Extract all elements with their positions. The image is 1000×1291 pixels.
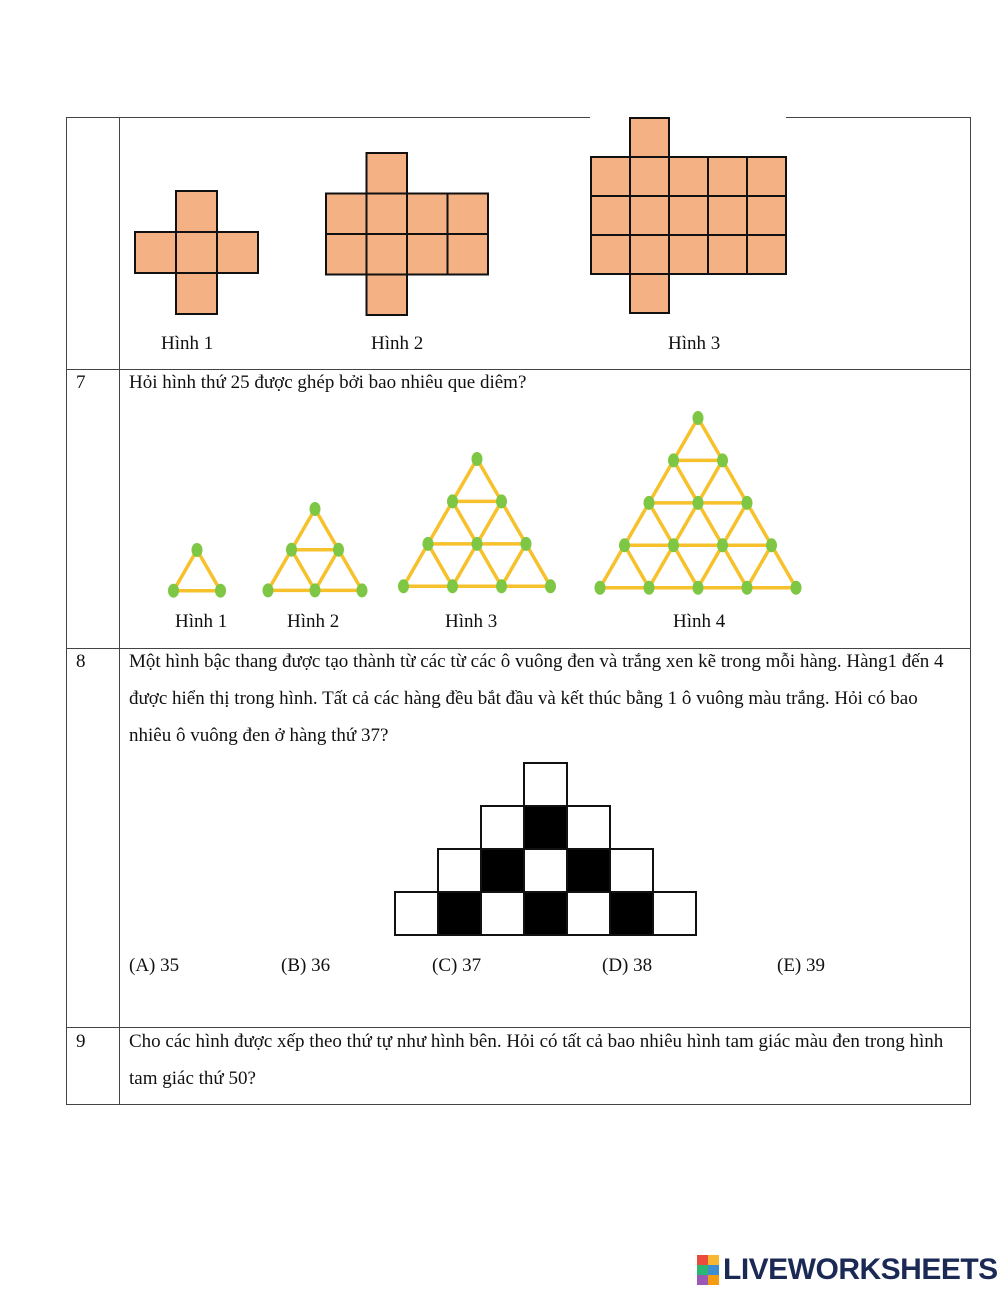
match-head-fig4 [717,453,728,467]
stair-square-row3 [567,849,610,892]
matchstick-fig3 [453,501,478,543]
match-head-fig3 [447,579,458,593]
match-head-fig4 [791,581,802,595]
row7-caption-1: Hình 1 [175,611,228,632]
matchstick-fig1 [197,550,221,591]
tile-hinh2-4 [448,194,489,235]
matchstick-fig3 [453,544,478,586]
match-head-fig3 [447,494,458,508]
match-head-fig4 [693,581,704,595]
match-head-fig3 [472,452,483,466]
matchstick-fig4 [698,460,723,502]
row8-option-c: (C) 37 [432,955,482,976]
matchstick-fig4 [649,545,674,587]
liveworksheets-logo [697,1252,998,1288]
liveworksheets-logo-icon [697,1255,719,1285]
matchstick-fig4 [649,503,674,545]
stair-square-row3 [438,849,481,892]
row7-question: Hỏi hình thứ 25 được ghép bởi bao nhiêu que diêm? [129,372,527,393]
match-head-fig3 [496,579,507,593]
matchstick-fig4 [600,545,625,587]
tile-hinh2-9 [367,275,408,316]
row8-question: Một hình bậc thang được tạo thành từ các từ các ô vuông đen và trắng xen kẽ trong mỗi hàng. Hàng1 đến 4 được hiển thị trong hình. Tất cả các hàng đều bắt đầu và kết thúc bằng 1 ô vuông màu trắng. Hỏi có bao nhiêu ô vuông đen ở hàng thứ 37? [129,651,944,746]
matchstick-fig4 [625,545,650,587]
match-head-fig4 [742,581,753,595]
matchstick-fig4 [698,418,723,460]
match-head-fig2 [310,583,321,597]
match-head-fig4 [693,411,704,425]
matchstick-fig2 [292,509,316,550]
stair-square-row4 [610,892,653,935]
tile-hinh1-0 [176,191,217,232]
match-head-fig2 [333,543,344,557]
matchstick-fig4 [698,503,723,545]
matchstick-fig2 [268,550,292,591]
stair-square-row3 [610,849,653,892]
tile-hinh3-10 [747,196,786,235]
matchstick-fig3 [502,544,527,586]
row9-question: Cho các hình được xếp theo thứ tự như hình bên. Hỏi có tất cả bao nhiêu hình tam giác màu đen trong hình tam giác thứ 50? [129,1031,944,1089]
matchstick-fig3 [477,459,502,501]
matchstick-fig4 [723,503,748,545]
match-head-fig3 [521,537,532,551]
row8-number: 8 [76,651,86,672]
tile-hinh2-0 [367,153,408,194]
match-head-fig4 [644,496,655,510]
match-head-fig4 [644,581,655,595]
stair-square-row4 [395,892,438,935]
match-head-fig4 [742,496,753,510]
matchstick-fig2 [315,509,339,550]
tile-hinh3-7 [630,196,669,235]
matchstick-fig4 [674,460,699,502]
row6-caption-1: Hình 1 [161,333,214,354]
matchstick-fig4 [772,545,797,587]
matchstick-fig2 [339,550,363,591]
row8-option-a: (A) 35 [129,955,180,976]
tile-hinh3-8 [669,196,708,235]
stair-square-row4 [524,892,567,935]
match-head-fig3 [545,579,556,593]
matchstick-fig1 [174,550,198,591]
matchstick-fig4 [747,545,772,587]
match-head-fig3 [423,537,434,551]
stair-square-row4 [653,892,696,935]
tile-hinh3-13 [669,235,708,274]
stair-square-row2 [524,806,567,849]
matchstick-fig4 [723,460,748,502]
match-head-fig4 [668,453,679,467]
stair-square-row2 [481,806,524,849]
tile-hinh1-3 [217,232,258,273]
tile-hinh3-2 [630,157,669,196]
row8-option-b: (B) 36 [281,955,331,976]
match-head-fig1 [168,584,179,598]
tile-hinh2-8 [448,234,489,275]
matchstick-fig4 [674,418,699,460]
match-head-fig4 [595,581,606,595]
tile-hinh2-1 [326,194,367,235]
row9-number: 9 [76,1031,86,1052]
tile-hinh1-2 [176,232,217,273]
matchstick-fig2 [315,550,339,591]
tile-hinh2-5 [326,234,367,275]
matchstick-fig3 [477,544,502,586]
match-head-fig4 [717,538,728,552]
matchstick-fig3 [428,544,453,586]
tile-hinh3-12 [630,235,669,274]
matchstick-fig4 [723,545,748,587]
match-head-fig2 [310,502,321,516]
tile-hinh3-14 [708,235,747,274]
matchstick-fig4 [674,503,699,545]
tile-hinh3-3 [669,157,708,196]
match-head-fig3 [472,537,483,551]
match-head-fig2 [263,583,274,597]
matchstick-fig3 [526,544,551,586]
match-head-fig3 [398,579,409,593]
row8-option-e: (E) 39 [777,955,826,976]
match-head-fig1 [215,584,226,598]
match-head-fig3 [496,494,507,508]
tile-hinh2-7 [407,234,448,275]
tile-hinh2-3 [407,194,448,235]
matchstick-fig4 [747,503,772,545]
stair-square-row3 [524,849,567,892]
match-head-fig4 [668,538,679,552]
matchstick-fig4 [674,545,699,587]
tile-hinh3-6 [591,196,630,235]
row7-caption-3: Hình 3 [445,611,498,632]
tile-hinh2-2 [367,194,408,235]
stair-square-row4 [481,892,524,935]
row6-caption-2: Hình 2 [371,333,424,354]
tile-hinh3-4 [708,157,747,196]
row7-number: 7 [76,372,86,393]
row7-caption-2: Hình 2 [287,611,340,632]
tile-hinh3-5 [747,157,786,196]
matchstick-fig3 [428,501,453,543]
match-head-fig2 [357,583,368,597]
stair-square-row3 [481,849,524,892]
matchstick-fig3 [477,501,502,543]
matchstick-fig3 [404,544,429,586]
match-head-fig4 [693,496,704,510]
stair-square-row4 [438,892,481,935]
tile-hinh3-9 [708,196,747,235]
matchstick-fig4 [698,545,723,587]
tile-hinh3-1 [591,157,630,196]
tile-hinh3-0 [630,118,669,157]
tile-hinh3-16 [630,274,669,313]
row7-caption-4: Hình 4 [673,611,726,632]
match-head-fig2 [286,543,297,557]
stair-square-row1 [524,763,567,806]
matchstick-fig3 [502,501,527,543]
liveworksheets-logo-text: LIVEWORKSHEETS [723,1253,998,1286]
row6-caption-3: Hình 3 [668,333,721,354]
matchstick-fig4 [649,460,674,502]
match-head-fig4 [766,538,777,552]
tile-hinh1-1 [135,232,176,273]
matchstick-fig2 [292,550,316,591]
tile-hinh2-6 [367,234,408,275]
match-head-fig1 [192,543,203,557]
match-head-fig4 [619,538,630,552]
tile-hinh1-4 [176,273,217,314]
stair-square-row4 [567,892,610,935]
tile-hinh3-11 [591,235,630,274]
stair-square-row2 [567,806,610,849]
tile-hinh3-15 [747,235,786,274]
matchstick-fig4 [625,503,650,545]
matchstick-fig3 [453,459,478,501]
row8-option-d: (D) 38 [602,955,653,976]
